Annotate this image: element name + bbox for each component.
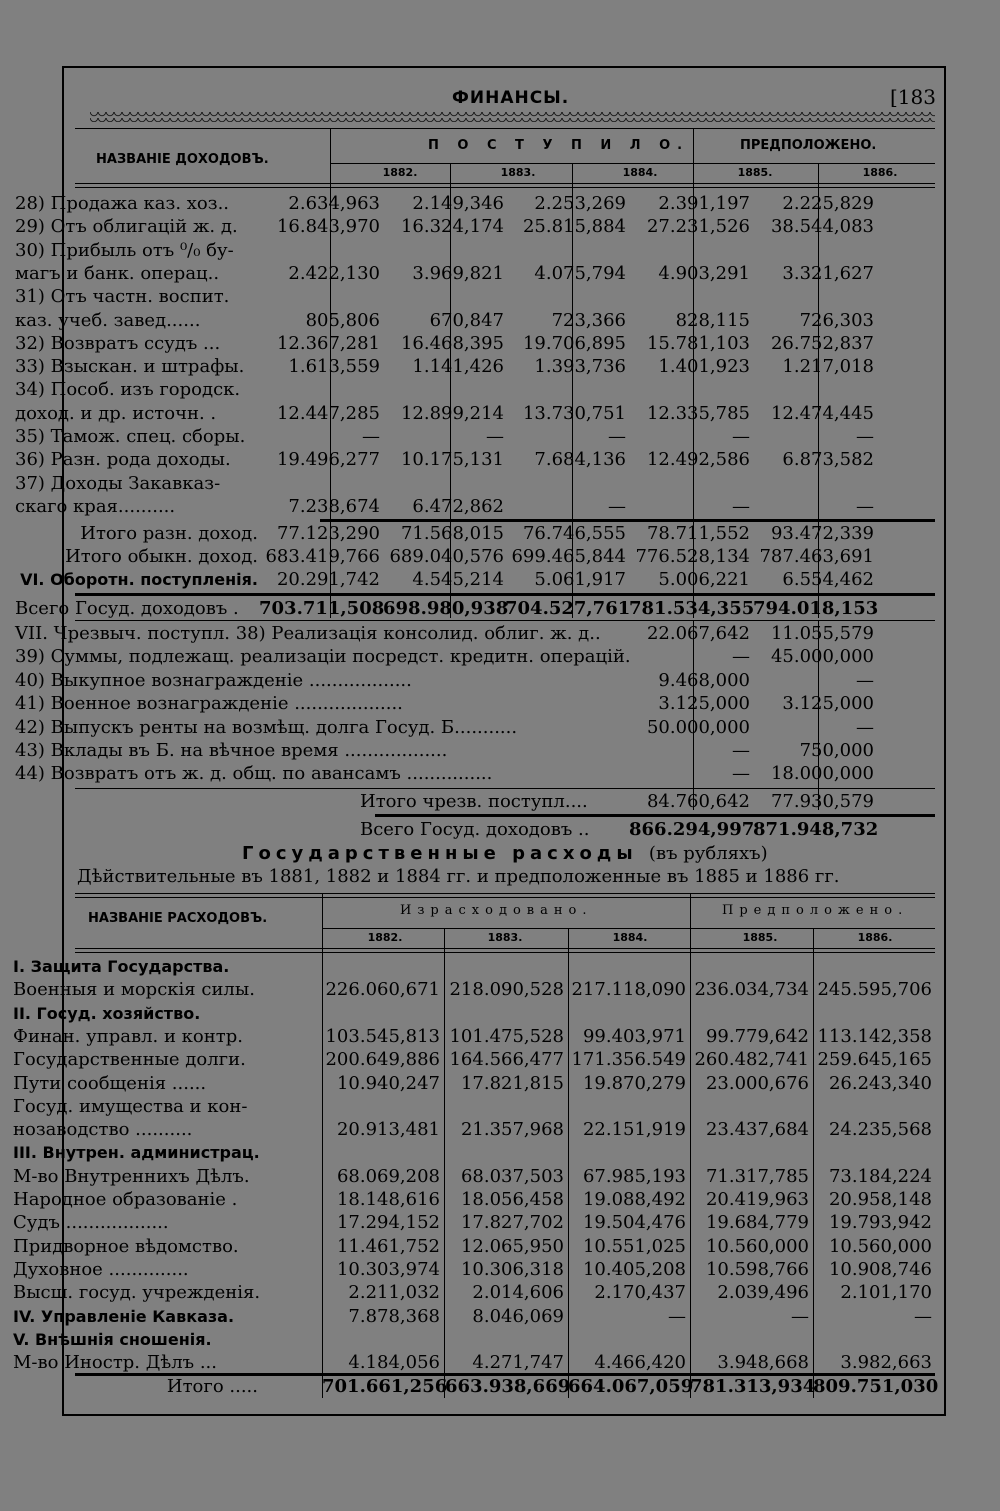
row-label: Народное образованіе . <box>13 1189 238 1210</box>
cell-value: 1.401,923 <box>658 356 750 378</box>
cell-value: 2.211,032 <box>348 1282 440 1304</box>
row-label: VII. Чрезвыч. поступл. 38) Реализація консолид. облиг. ж. д.. <box>15 623 601 644</box>
cell-value: 68.069,208 <box>336 1165 440 1187</box>
cell-value: — <box>732 646 750 668</box>
cell-value: 871.948,732 <box>753 819 879 840</box>
grand-total-row <box>15 597 883 621</box>
page-title: ФИНАНСЫ. <box>452 88 570 108</box>
expenses-heading: Государственные расходы (въ рубляхъ) <box>242 843 768 864</box>
expenses-estimated-header: Предположено. <box>722 903 909 918</box>
cell-value: 828,115 <box>675 309 750 331</box>
cell-value: — <box>732 763 750 785</box>
row-label: 30) Прибыль отъ ⁰/₀ бу- <box>15 239 234 261</box>
rev-grand-bottom-rule <box>75 620 935 621</box>
row-label: IV. Управленіе Кавказа. <box>13 1306 235 1326</box>
cell-value: 663.938,669 <box>445 1376 571 1397</box>
cell-value: 670,847 <box>429 309 504 331</box>
rev-grand-rule <box>75 593 935 596</box>
cell-value: — <box>856 495 874 517</box>
exp-year-4: 1885. <box>742 931 778 944</box>
rev-subtotal-rule <box>320 519 935 522</box>
table-row <box>15 355 883 379</box>
table-row <box>15 285 883 309</box>
table-row <box>15 332 883 356</box>
cell-value: — <box>608 426 626 447</box>
cell-value: 71.568,015 <box>400 523 504 544</box>
cell-value: 1.141,426 <box>412 356 504 378</box>
cell-value: 19.496,277 <box>276 449 380 471</box>
cell-value: 16.843,970 <box>276 216 380 238</box>
table-row <box>15 1095 883 1119</box>
row-label: магъ и банк. операц.. <box>15 262 220 284</box>
cell-value: 10.175,131 <box>400 449 504 471</box>
table-row <box>15 955 883 979</box>
cell-value: 1.217,018 <box>782 356 874 378</box>
cell-value: — <box>856 716 874 738</box>
cell-value: 245.595,706 <box>817 979 932 1001</box>
rev-year-2: 1883. <box>500 166 536 179</box>
cell-value: 11.461,752 <box>336 1235 440 1257</box>
cell-value: 7.878,368 <box>348 1305 440 1327</box>
cell-value: 2.391,197 <box>658 193 750 214</box>
row-label: Итого обыкн. доход. <box>65 546 258 567</box>
cell-value: 12.899,214 <box>400 402 504 424</box>
table-row <box>15 622 883 646</box>
cell-value: — <box>668 1305 686 1327</box>
cell-value: 200.649,886 <box>325 1049 440 1071</box>
table-row <box>13 1305 932 1329</box>
cell-value: 3.125,000 <box>658 693 750 715</box>
cell-value: 794.018,153 <box>753 598 879 619</box>
row-label: 42) Выпускъ ренты на возмѣщ. долга Госуд. Б........... <box>15 716 518 738</box>
cell-value: 50.000,000 <box>646 716 750 738</box>
cell-value: 22.151,919 <box>582 1119 686 1141</box>
cell-value: 4.466,420 <box>594 1352 686 1374</box>
cell-value: 68.037,503 <box>460 1165 564 1187</box>
cell-value: 7.684,136 <box>534 449 626 471</box>
cell-value: 10.940,247 <box>336 1072 440 1094</box>
row-label: 44) Возвратъ отъ ж. д. общ. по авансамъ ............... <box>15 763 493 785</box>
cell-value: 7.238,674 <box>288 495 380 517</box>
rev-year-4: 1885. <box>737 166 773 179</box>
rev-header-bottom-rule <box>75 183 935 188</box>
cell-value: — <box>732 740 750 761</box>
cell-value: 698.980,938 <box>383 598 509 619</box>
cell-value: 19.088,492 <box>582 1189 686 1210</box>
cell-value: 19.504,476 <box>582 1212 686 1234</box>
row-label: 32) Возвратъ ссудъ ... <box>15 332 221 354</box>
table-row <box>15 425 883 449</box>
cell-value: 23.437,684 <box>705 1119 809 1141</box>
cell-value: 23.000,676 <box>705 1072 809 1094</box>
cell-value: 723,366 <box>551 309 626 331</box>
row-label: Духовное .............. <box>13 1258 189 1280</box>
row-label: Высш. госуд. учрежденія. <box>13 1282 261 1304</box>
table-row <box>13 1025 932 1049</box>
cell-value: 704.527,761 <box>505 598 631 619</box>
cell-value: — <box>486 426 504 447</box>
wavy-rule <box>90 112 935 122</box>
row-label: Всего Госуд. доходовъ .. <box>360 819 590 840</box>
cell-value: 701.661,256 <box>322 1376 448 1397</box>
cell-value: 1.613,559 <box>288 356 380 378</box>
cell-value: 113.142,358 <box>817 1025 932 1047</box>
exp-year-2: 1883. <box>487 931 523 944</box>
cell-value: 10.560,000 <box>828 1235 932 1257</box>
cell-value: 2.422,130 <box>288 262 380 284</box>
row-label: 43) Вклады въ Б. на вѣчное время .................. <box>15 740 448 761</box>
total-row <box>15 1375 939 1399</box>
cell-value: 18.056,458 <box>460 1189 564 1210</box>
cell-value: 45.000,000 <box>770 646 874 668</box>
cell-value: 99.779,642 <box>705 1025 809 1047</box>
cell-value: 10.303,974 <box>336 1258 440 1280</box>
cell-value: 20.913,481 <box>336 1119 440 1141</box>
table-row <box>15 1328 883 1352</box>
cell-value: 8.046,069 <box>472 1305 564 1327</box>
table-row <box>15 716 883 740</box>
table-row <box>15 645 883 669</box>
row-label: Итого ..... <box>166 1376 258 1397</box>
row-label: 41) Военное вознагражденіе ................... <box>15 693 403 715</box>
row-label: Судъ .................. <box>13 1212 169 1234</box>
cell-value: 6.554,462 <box>782 569 874 590</box>
row-label: V. Внѣшнія сношенія. <box>13 1329 212 1349</box>
cell-value: — <box>914 1305 932 1327</box>
cell-value: 3.969,821 <box>412 262 504 284</box>
cell-value: 726,303 <box>799 309 874 331</box>
cell-value: 866.294,997 <box>629 819 755 840</box>
cell-value: — <box>608 495 626 517</box>
cell-value: 5.061,917 <box>534 569 626 590</box>
table-row <box>15 739 883 763</box>
cell-value: 24.235,568 <box>828 1119 932 1141</box>
row-label: Пути сообщенія ...... <box>13 1072 207 1094</box>
cell-value: 781.313,934 <box>690 1376 816 1397</box>
cell-value: 664.067,059 <box>568 1376 694 1397</box>
cell-value: 76.746,555 <box>522 523 626 544</box>
row-label: Финан. управл. и контр. <box>13 1025 243 1047</box>
cell-value: 12.065,950 <box>460 1235 564 1257</box>
cell-value: 12.335,785 <box>646 402 750 424</box>
cell-value: 21.357,968 <box>460 1119 564 1141</box>
table-row <box>15 692 883 716</box>
cell-value: 19.870,279 <box>582 1072 686 1094</box>
exp-year-1: 1882. <box>367 931 403 944</box>
cell-value: 787.463,691 <box>759 546 874 567</box>
expenses-name-header: НАЗВАНІЕ РАСХОДОВЪ. <box>88 911 268 926</box>
exp-header-bottom-rule <box>75 948 935 953</box>
extra-total-row <box>15 790 883 814</box>
cell-value: — <box>856 669 874 691</box>
revenue-received-header: П О С Т У П И Л О. <box>428 138 690 153</box>
row-label: Придворное вѣдомство. <box>13 1235 239 1257</box>
cell-value: 77.123,290 <box>276 523 380 544</box>
cell-value: 2.149,346 <box>412 193 504 214</box>
table-row <box>15 192 883 216</box>
row-label: Всего Госуд. доходовъ . <box>15 598 239 619</box>
table-row <box>13 1281 932 1305</box>
expenses-subheading: Дѣйствительные въ 1881, 1882 и 1884 гг. и предположенные въ 1885 и 1886 гг. <box>77 866 840 887</box>
cell-value: 18.148,616 <box>336 1189 440 1210</box>
cell-value: 1.393,736 <box>534 356 626 378</box>
cell-value: 6.472,862 <box>412 495 504 517</box>
cell-value: 9.468,000 <box>658 669 750 691</box>
cell-value: 6.873,582 <box>782 449 874 471</box>
cell-value: 20.419,963 <box>705 1189 809 1210</box>
table-row <box>15 669 883 693</box>
row-label: Госуд. имущества и кон- <box>13 1095 248 1117</box>
cell-value: 703.711,508 <box>259 598 385 619</box>
extra-grand-total-row <box>15 818 883 842</box>
cell-value: 17.294,152 <box>336 1212 440 1234</box>
cell-value: 2.253,269 <box>534 193 626 214</box>
cell-value: 101.475,528 <box>449 1025 564 1047</box>
cell-value: 218.090,528 <box>449 979 564 1001</box>
table-row <box>13 978 932 1002</box>
table-row <box>13 1188 932 1212</box>
table-row <box>15 495 883 519</box>
exp-year-3: 1884. <box>612 931 648 944</box>
cell-value: 22.067,642 <box>646 623 750 644</box>
cell-value: 10.560,000 <box>705 1235 809 1257</box>
cell-value: 805,806 <box>305 309 380 331</box>
cell-value: 26.752,837 <box>770 332 874 354</box>
cell-value: 10.306,318 <box>460 1258 564 1280</box>
cell-value: 809.751,030 <box>813 1376 939 1397</box>
row-label: 39) Суммы, подлежащ. реализаціи посредст. кредитн. операцій. <box>15 646 631 668</box>
row-label: каз. учеб. завед...... <box>15 309 201 331</box>
cell-value: 12.447,285 <box>276 402 380 424</box>
table-row <box>15 239 883 263</box>
cell-value: 2.039,496 <box>717 1282 809 1304</box>
row-label: 35) Тамож. спец. сборы. <box>15 426 246 447</box>
cell-value: 78.711,552 <box>646 523 750 544</box>
cell-value: — <box>791 1305 809 1327</box>
table-row <box>13 1118 932 1142</box>
total-row <box>15 568 883 592</box>
cell-value: — <box>362 426 380 447</box>
row-label: Государственные долги. <box>13 1049 246 1071</box>
cell-value: 3.948,668 <box>717 1352 809 1374</box>
revenue-name-header: НАЗВАНІЕ ДОХОДОВЪ. <box>96 152 269 167</box>
cell-value: 20.958,148 <box>828 1189 932 1210</box>
cell-value: 20.291,742 <box>276 569 380 590</box>
cell-value: 84.760,642 <box>646 791 750 812</box>
row-label: 37) Доходы Закавказ- <box>15 472 221 494</box>
rev-top-rule <box>75 128 935 129</box>
exp-year-rule <box>322 928 935 929</box>
cell-value: 93.472,339 <box>770 523 874 544</box>
exp-year-5: 1886. <box>857 931 893 944</box>
cell-value: 10.598,766 <box>705 1258 809 1280</box>
row-label: 31) Отъ частн. воспит. <box>15 286 230 308</box>
cell-value: 17.827,702 <box>460 1212 564 1234</box>
cell-value: 226.060,671 <box>325 979 440 1001</box>
cell-value: 4.184,056 <box>348 1352 440 1374</box>
cell-value: 4.075,794 <box>534 262 626 284</box>
cell-value: 15.781,103 <box>646 332 750 354</box>
table-row <box>13 1351 932 1375</box>
row-label: доход. и др. источн. . <box>15 402 217 424</box>
cell-value: 2.634,963 <box>288 193 380 214</box>
table-row <box>13 1211 932 1235</box>
cell-value: 259.645,165 <box>817 1049 932 1071</box>
cell-value: 750,000 <box>799 740 874 761</box>
cell-value: 10.405,208 <box>582 1258 686 1280</box>
row-label: 33) Взыскан. и штрафы. <box>15 356 245 378</box>
exp-total-rule <box>75 1373 935 1376</box>
table-row <box>13 1235 932 1259</box>
page-number: [183 <box>890 85 936 109</box>
cell-value: 12.367,281 <box>276 332 380 354</box>
cell-value: 2.225,829 <box>782 193 874 214</box>
cell-value: 38.544,083 <box>770 216 874 238</box>
cell-value: 103.545,813 <box>325 1025 440 1047</box>
table-row <box>15 402 883 426</box>
table-row <box>15 1002 883 1026</box>
cell-value: 683.419,766 <box>265 546 380 567</box>
cell-value: 99.403,971 <box>582 1025 686 1047</box>
cell-value: 19.706,895 <box>522 332 626 354</box>
cell-value: 2.170,437 <box>594 1282 686 1304</box>
cell-value: — <box>732 426 750 447</box>
cell-value: 5.006,221 <box>658 569 750 590</box>
cell-value: 73.184,224 <box>828 1165 932 1187</box>
row-label: нозаводство .......... <box>13 1119 193 1141</box>
table-row <box>15 215 883 239</box>
cell-value: 4.271,747 <box>472 1352 564 1374</box>
cell-value: 3.125,000 <box>782 693 874 715</box>
table-row <box>15 762 883 786</box>
row-label: Итого разн. доход. <box>80 523 258 544</box>
cell-value: 71.317,785 <box>705 1165 809 1187</box>
cell-value: 12.492,586 <box>646 449 750 471</box>
row-label: III. Внутрен. администрац. <box>13 1143 260 1163</box>
rev-year-5: 1886. <box>862 166 898 179</box>
table-row <box>13 1072 932 1096</box>
table-row <box>15 309 883 333</box>
cell-value: 4.903,291 <box>658 262 750 284</box>
row-label: 36) Разн. рода доходы. <box>15 449 231 471</box>
cell-value: 77.930,579 <box>770 791 874 812</box>
cell-value: 164.566,477 <box>449 1049 564 1071</box>
cell-value: — <box>856 426 874 447</box>
cell-value: 19.684,779 <box>705 1212 809 1234</box>
cell-value: 17.821,815 <box>460 1072 564 1094</box>
table-row <box>15 378 883 402</box>
cell-value: 10.908,746 <box>828 1258 932 1280</box>
cell-value: 10.551,025 <box>582 1235 686 1257</box>
cell-value: 67.985,193 <box>582 1165 686 1187</box>
table-row <box>13 1048 932 1072</box>
row-label: II. Госуд. хозяйство. <box>13 1003 201 1023</box>
cell-value: 689.040,576 <box>389 546 504 567</box>
row-label: 40) Выкупное вознагражденіе .................. <box>15 669 412 691</box>
cell-value: 27.231,526 <box>646 216 750 238</box>
cell-value: 26.243,340 <box>828 1072 932 1094</box>
table-row <box>15 472 883 496</box>
cell-value: — <box>732 495 750 517</box>
cell-value: 12.474,445 <box>770 402 874 424</box>
cell-value: 11.055,579 <box>770 623 874 644</box>
cell-value: 4.545,214 <box>412 569 504 590</box>
cell-value: 19.793,942 <box>828 1212 932 1234</box>
cell-value: 171.356.549 <box>571 1049 686 1071</box>
row-label: I. Защита Государства. <box>13 957 230 976</box>
rev-year-rule <box>330 163 935 164</box>
exp-top-rule <box>75 893 935 898</box>
rev-extra-total-rule <box>375 814 935 817</box>
cell-value: 776.528,134 <box>635 546 750 567</box>
cell-value: 217.118,090 <box>571 979 686 1001</box>
total-row <box>15 545 883 569</box>
table-row <box>13 1165 932 1189</box>
expenses-spent-header: Израсходовано. <box>400 903 593 918</box>
cell-value: 2.101,170 <box>840 1282 932 1304</box>
row-label: 29) Отъ облигацій ж. д. <box>15 216 238 238</box>
cell-value: 781.534,355 <box>629 598 755 619</box>
cell-value: 3.321,627 <box>782 262 874 284</box>
row-label: 34) Пособ. изъ городск. <box>15 379 241 401</box>
row-label: 28) Продажа каз. хоз.. <box>15 193 230 214</box>
table-row <box>15 262 883 286</box>
row-label: М-во Иностр. Дѣлъ ... <box>13 1352 218 1374</box>
cell-value: 2.014,606 <box>472 1282 564 1304</box>
rev-extra-bottom-rule <box>75 788 935 789</box>
revenue-estimated-header: ПРЕДПОЛОЖЕНО. <box>740 138 877 153</box>
cell-value: 260.482,741 <box>694 1049 809 1071</box>
row-label: М-во Внутреннихъ Дѣлъ. <box>13 1165 250 1187</box>
table-row <box>15 448 883 472</box>
row-label: Итого чрезв. поступл.... <box>360 791 588 812</box>
row-label: VI. Оборотн. поступленія. <box>20 570 258 589</box>
cell-value: 3.982,663 <box>840 1352 932 1374</box>
rev-year-1: 1882. <box>382 166 418 179</box>
table-row <box>13 1258 932 1282</box>
table-row <box>15 1141 883 1165</box>
cell-value: 699.465,844 <box>511 546 626 567</box>
cell-value: 236.034,734 <box>694 979 809 1001</box>
cell-value: 18.000,000 <box>770 763 874 785</box>
cell-value: 16.468,395 <box>400 332 504 354</box>
row-label: Военныя и морскія силы. <box>13 979 255 1001</box>
cell-value: 16.324,174 <box>400 216 504 238</box>
row-label: скаго края.......... <box>15 495 176 517</box>
cell-value: 13.730,751 <box>522 402 626 424</box>
cell-value: 25.815,884 <box>522 216 626 238</box>
total-row <box>15 522 883 546</box>
rev-year-3: 1884. <box>622 166 658 179</box>
